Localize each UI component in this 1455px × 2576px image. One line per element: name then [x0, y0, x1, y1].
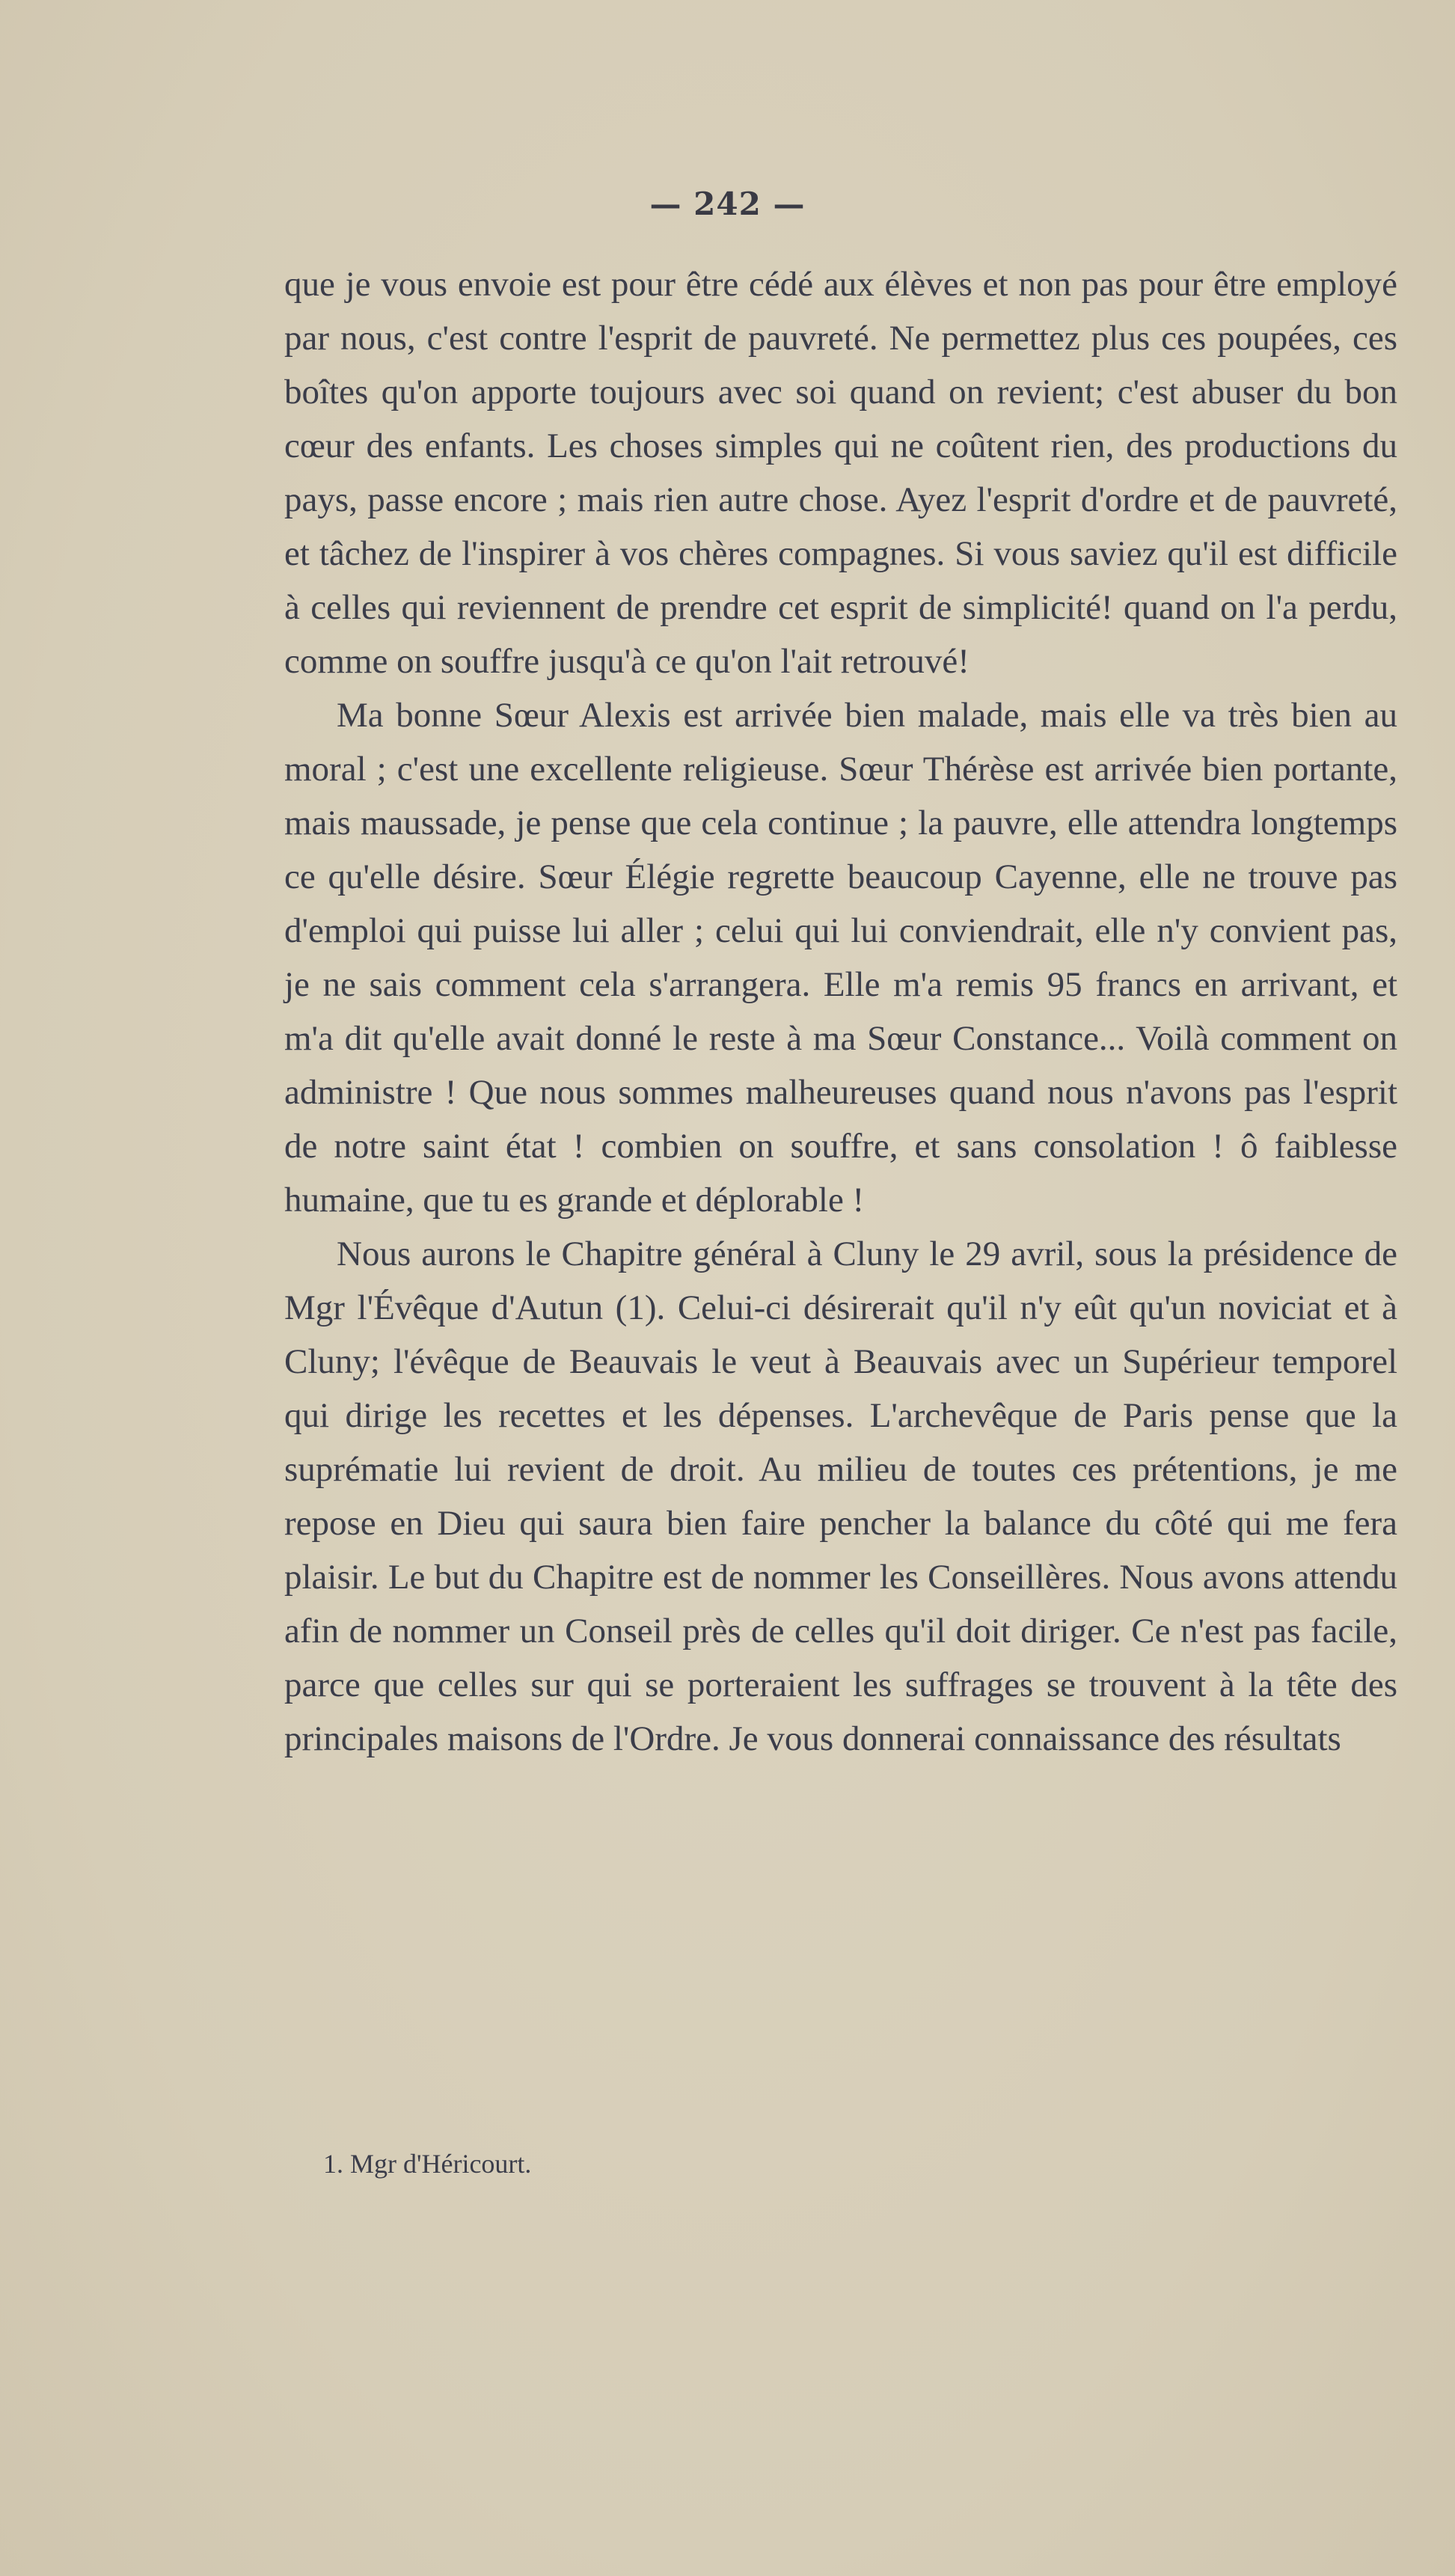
paragraph-1: que je vous envoie est pour être cédé aux élèves et non pas pour être employé par nous, c'est contre l'esprit de pauvreté. Ne permettez plus ces poupées, ces boîtes qu'on apporte toujours avec soi quand on revient; c'est abuser du bon cœur des enfants. Les choses simples qui ne coûtent rien, des productions du pays, passe encore ; mais rien autre chose. Ayez l'esprit d'ordre et de pauvreté, et tâchez de l'inspirer à vos chères compagnes. Si vous saviez qu'il est difficile à celles qui reviennent de prendre cet esprit de simplicité! quand on l'a perdu, comme on souffre jusqu'à ce qu'on l'ait retrouvé! [284, 265, 1397, 681]
body-text [284, 257, 1397, 1766]
paragraph-3: Nous aurons le Chapitre général à Cluny le 29 avril, sous la présidence de Mgr l'Évêque d'Autun (1). Celui-ci désirerait qu'il n'y eût qu'un noviciat et à Cluny; l'évêque de Beauvais le veut à Beauvais avec un Supérieur temporel qui dirige les recettes et les dépenses. L'archevêque de Paris pense que la suprématie lui revient de droit. Au milieu de toutes ces prétentions, je me repose en Dieu qui saura bien faire pencher la balance du côté qui me fera plaisir. Le but du Chapitre est de nommer les Conseillères. Nous avons attendu afin de nommer un Conseil près de celles qu'il doit diriger. Ce n'est pas facile, parce que celles sur qui se porteraient les suffrages se trouvent à la tête des principales maisons de l'Ordre. Je vous donnerai connaissance des résultats [284, 1235, 1397, 1758]
paragraph-2: Ma bonne Sœur Alexis est arrivée bien malade, mais elle va très bien au moral ; c'est une excellente religieuse. Sœur Thérèse est arrivée bien portante, mais maussade, je pense que cela continue ; la pauvre, elle attendra longtemps ce qu'elle désire. Sœur Élégie regrette beaucoup Cayenne, elle ne trouve pas d'emploi qui puisse lui aller ; celui qui lui conviendrait, elle n'y convient pas, je ne sais comment cela s'arrangera. Elle m'a remis 95 francs en arrivant, et m'a dit qu'elle avait donné le reste à ma Sœur Constance... Voilà comment on administre ! Que nous sommes malheureuses quand nous n'avons pas l'esprit de notre saint état ! combien on souffre, et sans consolation ! ô faiblesse humaine, que tu es grande et déplorable ! [284, 696, 1397, 1220]
page-number: — 242 — [649, 186, 806, 222]
footnote: 1. Mgr d'Héricourt. [323, 2149, 532, 2179]
